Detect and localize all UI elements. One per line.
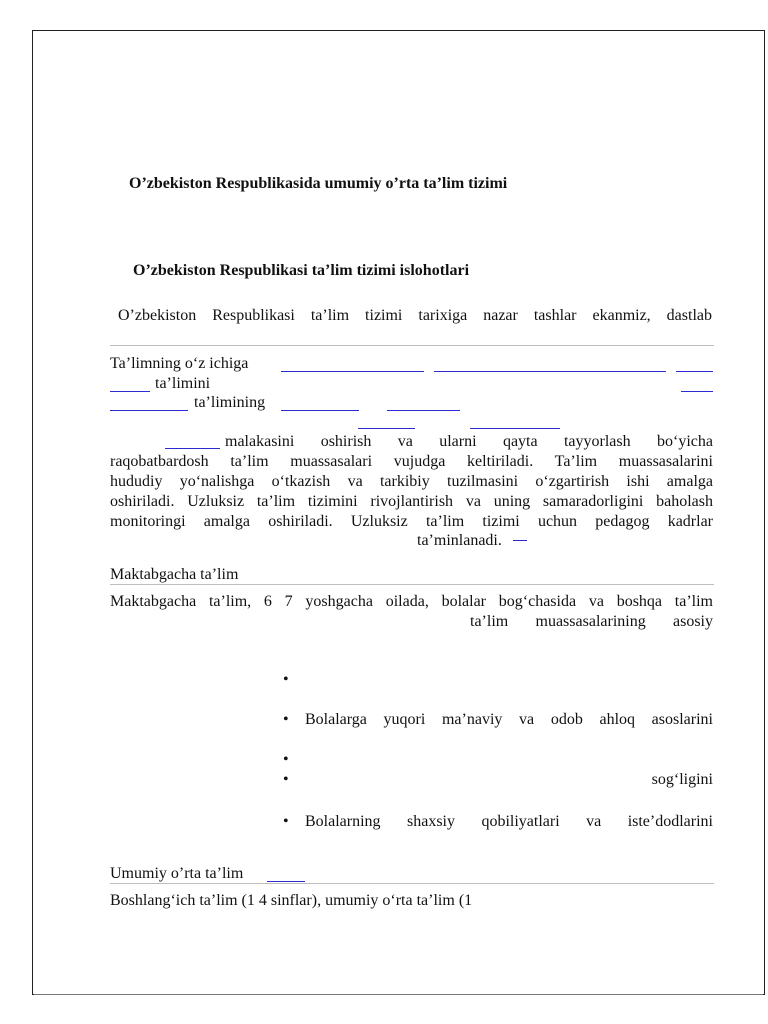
blank-line: [281, 371, 424, 372]
section1-line2: [470, 612, 713, 632]
document-subtitle: O’zbekiston Respublikasi ta’lim tizimi islohotlari: [133, 262, 470, 279]
blank-line: [434, 371, 666, 372]
para2-line3: [110, 472, 713, 492]
para2-line6-text: ta’minlanadi.: [417, 532, 502, 549]
blank-line: [676, 371, 713, 372]
para2-line1-text: malakasini oshirish va ularni qayta tayyorlash bo‘yicha: [225, 433, 713, 450]
section1-rule: [110, 584, 714, 585]
intro-text: O’zbekiston Respublikasi ta’lim tizimi tarixiga nazar tashlar ekanmiz, dastlab: [118, 307, 712, 324]
para1-line2-text: ta’limini: [155, 375, 211, 392]
section1-heading: Maktabgacha ta’lim: [110, 566, 239, 583]
blank-line: [513, 540, 527, 541]
section2-rule: [110, 883, 714, 884]
para2-line5-text: monitoringi amalga oshiriladi. Uzluksiz ta’lim tizimi uchun pedagog kadrlar: [110, 513, 713, 530]
para2-line2: [110, 452, 713, 472]
bullet-dot: •: [283, 813, 289, 830]
bullet-item: [305, 710, 713, 730]
para1-line1: [110, 354, 248, 374]
para2-line6: [417, 531, 502, 551]
para1-line2: [155, 374, 210, 394]
blank-line: [470, 428, 560, 429]
bullet-text: Bolalarga yuqori ma’naviy va odob ahloq asoslarini: [305, 711, 713, 728]
para2-line1: [225, 432, 713, 452]
para1-line3-text: ta’limining: [194, 394, 266, 411]
para1-line3: [194, 393, 265, 413]
section1-line1: [110, 592, 713, 612]
section1-line2-text: ta’lim muassasalarining asosiy: [470, 613, 713, 630]
intro-rule: [110, 345, 714, 346]
bullet-text: sog‘ligini: [651, 771, 713, 788]
bullet-dot: •: [283, 711, 289, 728]
bullet-item: [305, 770, 713, 790]
blank-line: [165, 448, 220, 449]
blank-line: [110, 410, 188, 411]
para2-line3-text: hududiy yo‘nalishga o‘tkazish va tarkibiy tuzilmasini o‘zgartirish ishi amalga: [110, 473, 713, 490]
section2-line1: Boshlang‘ich ta’lim (1 4 sinflar), umumiy o‘rta ta’lim (1: [110, 892, 473, 909]
blank-line: [358, 428, 415, 429]
section1-line1-text: Maktabgacha ta’lim, 6 7 yoshgacha oilada, bolalar bog‘chasida va boshqa ta’lim: [110, 593, 713, 610]
document-title: O’zbekiston Respublikasida umumiy o’rta ta’lim tizimi: [129, 175, 508, 192]
blank-line: [387, 410, 460, 411]
intro-line: [118, 306, 712, 326]
bullet-dot: •: [283, 671, 289, 688]
para2-line4: [110, 492, 713, 512]
bullet-text: Bolalarning shaxsiy qobiliyatlari va iste’dodlarini: [305, 813, 713, 830]
page-bottom-line: [34, 994, 763, 995]
para2-line4-text: oshiriladi. Uzluksiz ta’lim tizimini rivojlantirish va uning samaradorligini baholash: [110, 493, 713, 510]
bullet-dot: •: [283, 771, 289, 788]
section2-heading-text: Umumiy o’rta ta’lim: [110, 865, 244, 882]
bullet-dot: •: [283, 751, 289, 768]
section2-heading: [110, 864, 243, 884]
bullet-item: [305, 812, 713, 832]
blank-line: [110, 391, 150, 392]
para2-line5: [110, 512, 713, 532]
para1-line1-text: Ta’limning o‘z ichiga: [110, 355, 249, 372]
blank-line: [281, 410, 359, 411]
para2-line2-text: raqobatbardosh ta’lim muassasalari vujudga keltiriladi. Ta’lim muassasalarini: [110, 453, 713, 470]
blank-line: [267, 881, 305, 882]
blank-line: [681, 391, 713, 392]
